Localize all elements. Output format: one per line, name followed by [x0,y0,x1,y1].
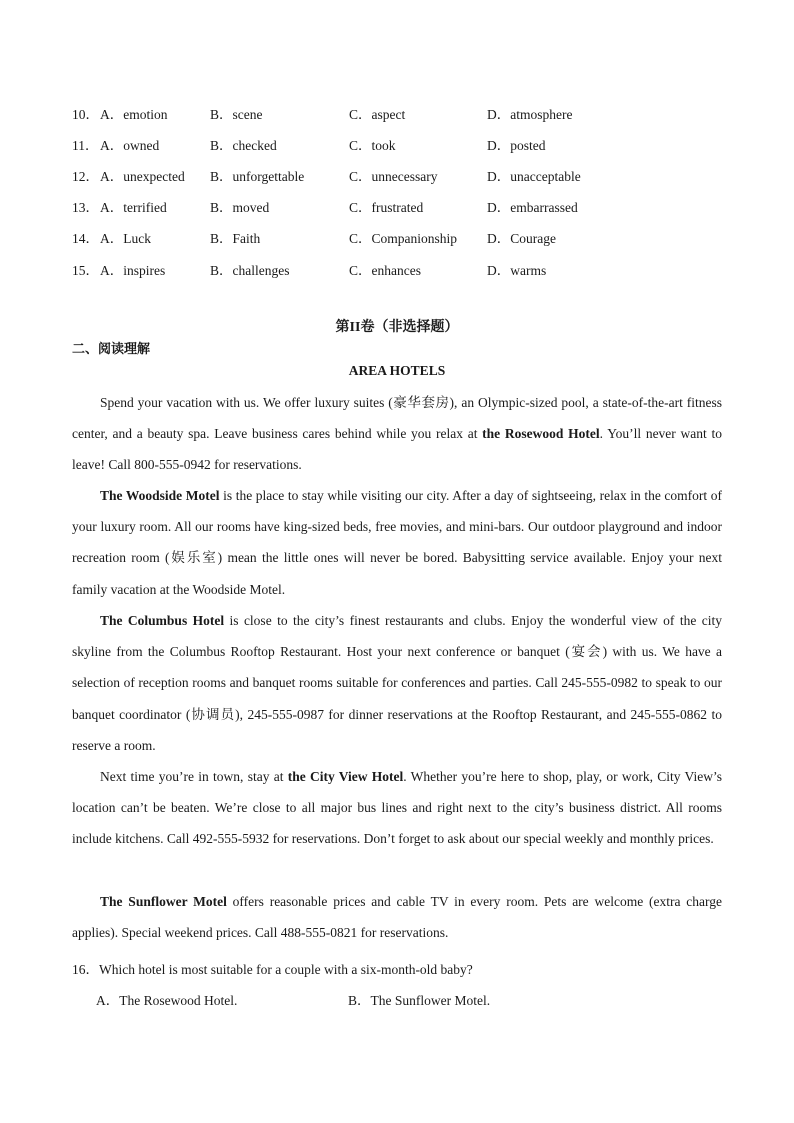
option-d: D．embarrassed [487,200,578,215]
option-c: C．unnecessary [349,169,438,184]
paragraph-rosewood [72,387,722,481]
hotel-name: The Columbus Hotel [100,613,225,628]
question-number: 10． [72,107,99,122]
paragraph-text: . Whether you’re here to shop, play, or work, City View’s location can’t be beaten. We’re close to all major bus lines and right next to the city’s business district. All rooms include kitchens. Call 492-555-5932 for reservations. Don’t forget to ask about our special weekly and monthly prices. [72,769,722,847]
option-b: B．checked [210,138,277,153]
hotel-name: the Rosewood Hotel [482,426,600,442]
option-c: C．Companionship [349,231,458,246]
option-c: C．enhances [349,263,421,278]
question-number: 15． [72,263,99,278]
question-number: 11． [72,138,99,153]
section-title: 二、阅读理解 [72,341,151,356]
hotel-name: The Sunflower Motel [100,894,227,909]
option-b: B．moved [210,200,270,215]
option-b: B．challenges [210,263,290,278]
paragraph-text: Spend your vacation with us. We offer luxury suites (豪华套房), an Olympic-sized pool, a state-of-the-art fitness center, and a beauty spa. Leave business cares behind while you relax at [72,395,722,442]
option-c: C．aspect [349,107,406,122]
hotel-name: The Woodside Motel [100,488,220,503]
question-number: 13． [72,200,99,215]
option-d: D．Courage [487,231,556,246]
question-16: 16．Which hotel is most suitable for a couple with a six-month-old baby? [72,962,473,977]
option-a: A．inspires [100,263,166,278]
article-title: AREA HOTELS [348,363,446,378]
option-c: C．took [349,138,396,153]
paragraph-text: is the place to stay while visiting our city. After a day of sightseeing, relax in the comfort of your luxury room. All our rooms have king-sized beds, free movies, and mini-bars. Our outdoor playground and indoor recreation room (娱乐室) mean the little ones will never be bored. Babysitting service available. Enjoy your next family vacation at the Woodside Motel. [72,488,723,597]
option-a: A．owned [100,138,160,153]
option-a: A．unexpected [100,169,185,184]
paragraph-sunflower [72,886,722,948]
hotel-name: the City View Hotel [287,769,404,784]
option-d: D．atmosphere [487,107,573,122]
option-b: B．unforgettable [210,169,305,184]
question-number: 14． [72,231,99,246]
option-b: B．The Sunflower Motel. [348,993,491,1008]
option-c: C．frustrated [349,200,424,215]
question-number: 12． [72,169,99,184]
option-a: A．The Rosewood Hotel. [96,993,238,1008]
option-d: D．posted [487,138,546,153]
paragraph-woodside [72,480,722,605]
part-title: 第II卷（非选择题） [335,320,459,335]
option-d: D．unacceptable [487,169,581,184]
option-a: A．terrified [100,200,167,215]
paragraph-text: offers reasonable prices and cable TV in every room. Pets are welcome (extra charge applies). Special weekend prices. Call 488-555-0821 for reservations. [72,894,723,941]
option-b: B．Faith [210,231,261,246]
paragraph-cityview [72,761,722,855]
paragraph-text: is close to the city’s finest restaurants and clubs. Enjoy the wonderful view of the city skyline from the Columbus Rooftop Restaurant. Host your next conference or banquet (宴会) with us. We have a selection of reception rooms and banquet rooms suitable for conferences and parties. Call 245-555-0982 to speak to our banquet coordinator (协调员), 245-555-0987 for dinner reservations at the Rooftop Restaurant, and 245-555-0862 to reserve a room. [72,613,722,753]
option-d: D．warms [487,263,547,278]
paragraph-columbus [72,605,722,761]
paragraph-text: Next time you’re in town, stay at [100,769,288,784]
option-b: B．scene [210,107,263,122]
paragraph-text: . You’ll never want to leave! Call 800-555-0942 for reservations. [72,426,722,473]
option-a: A．emotion [100,107,168,122]
option-a: A．Luck [100,231,151,246]
